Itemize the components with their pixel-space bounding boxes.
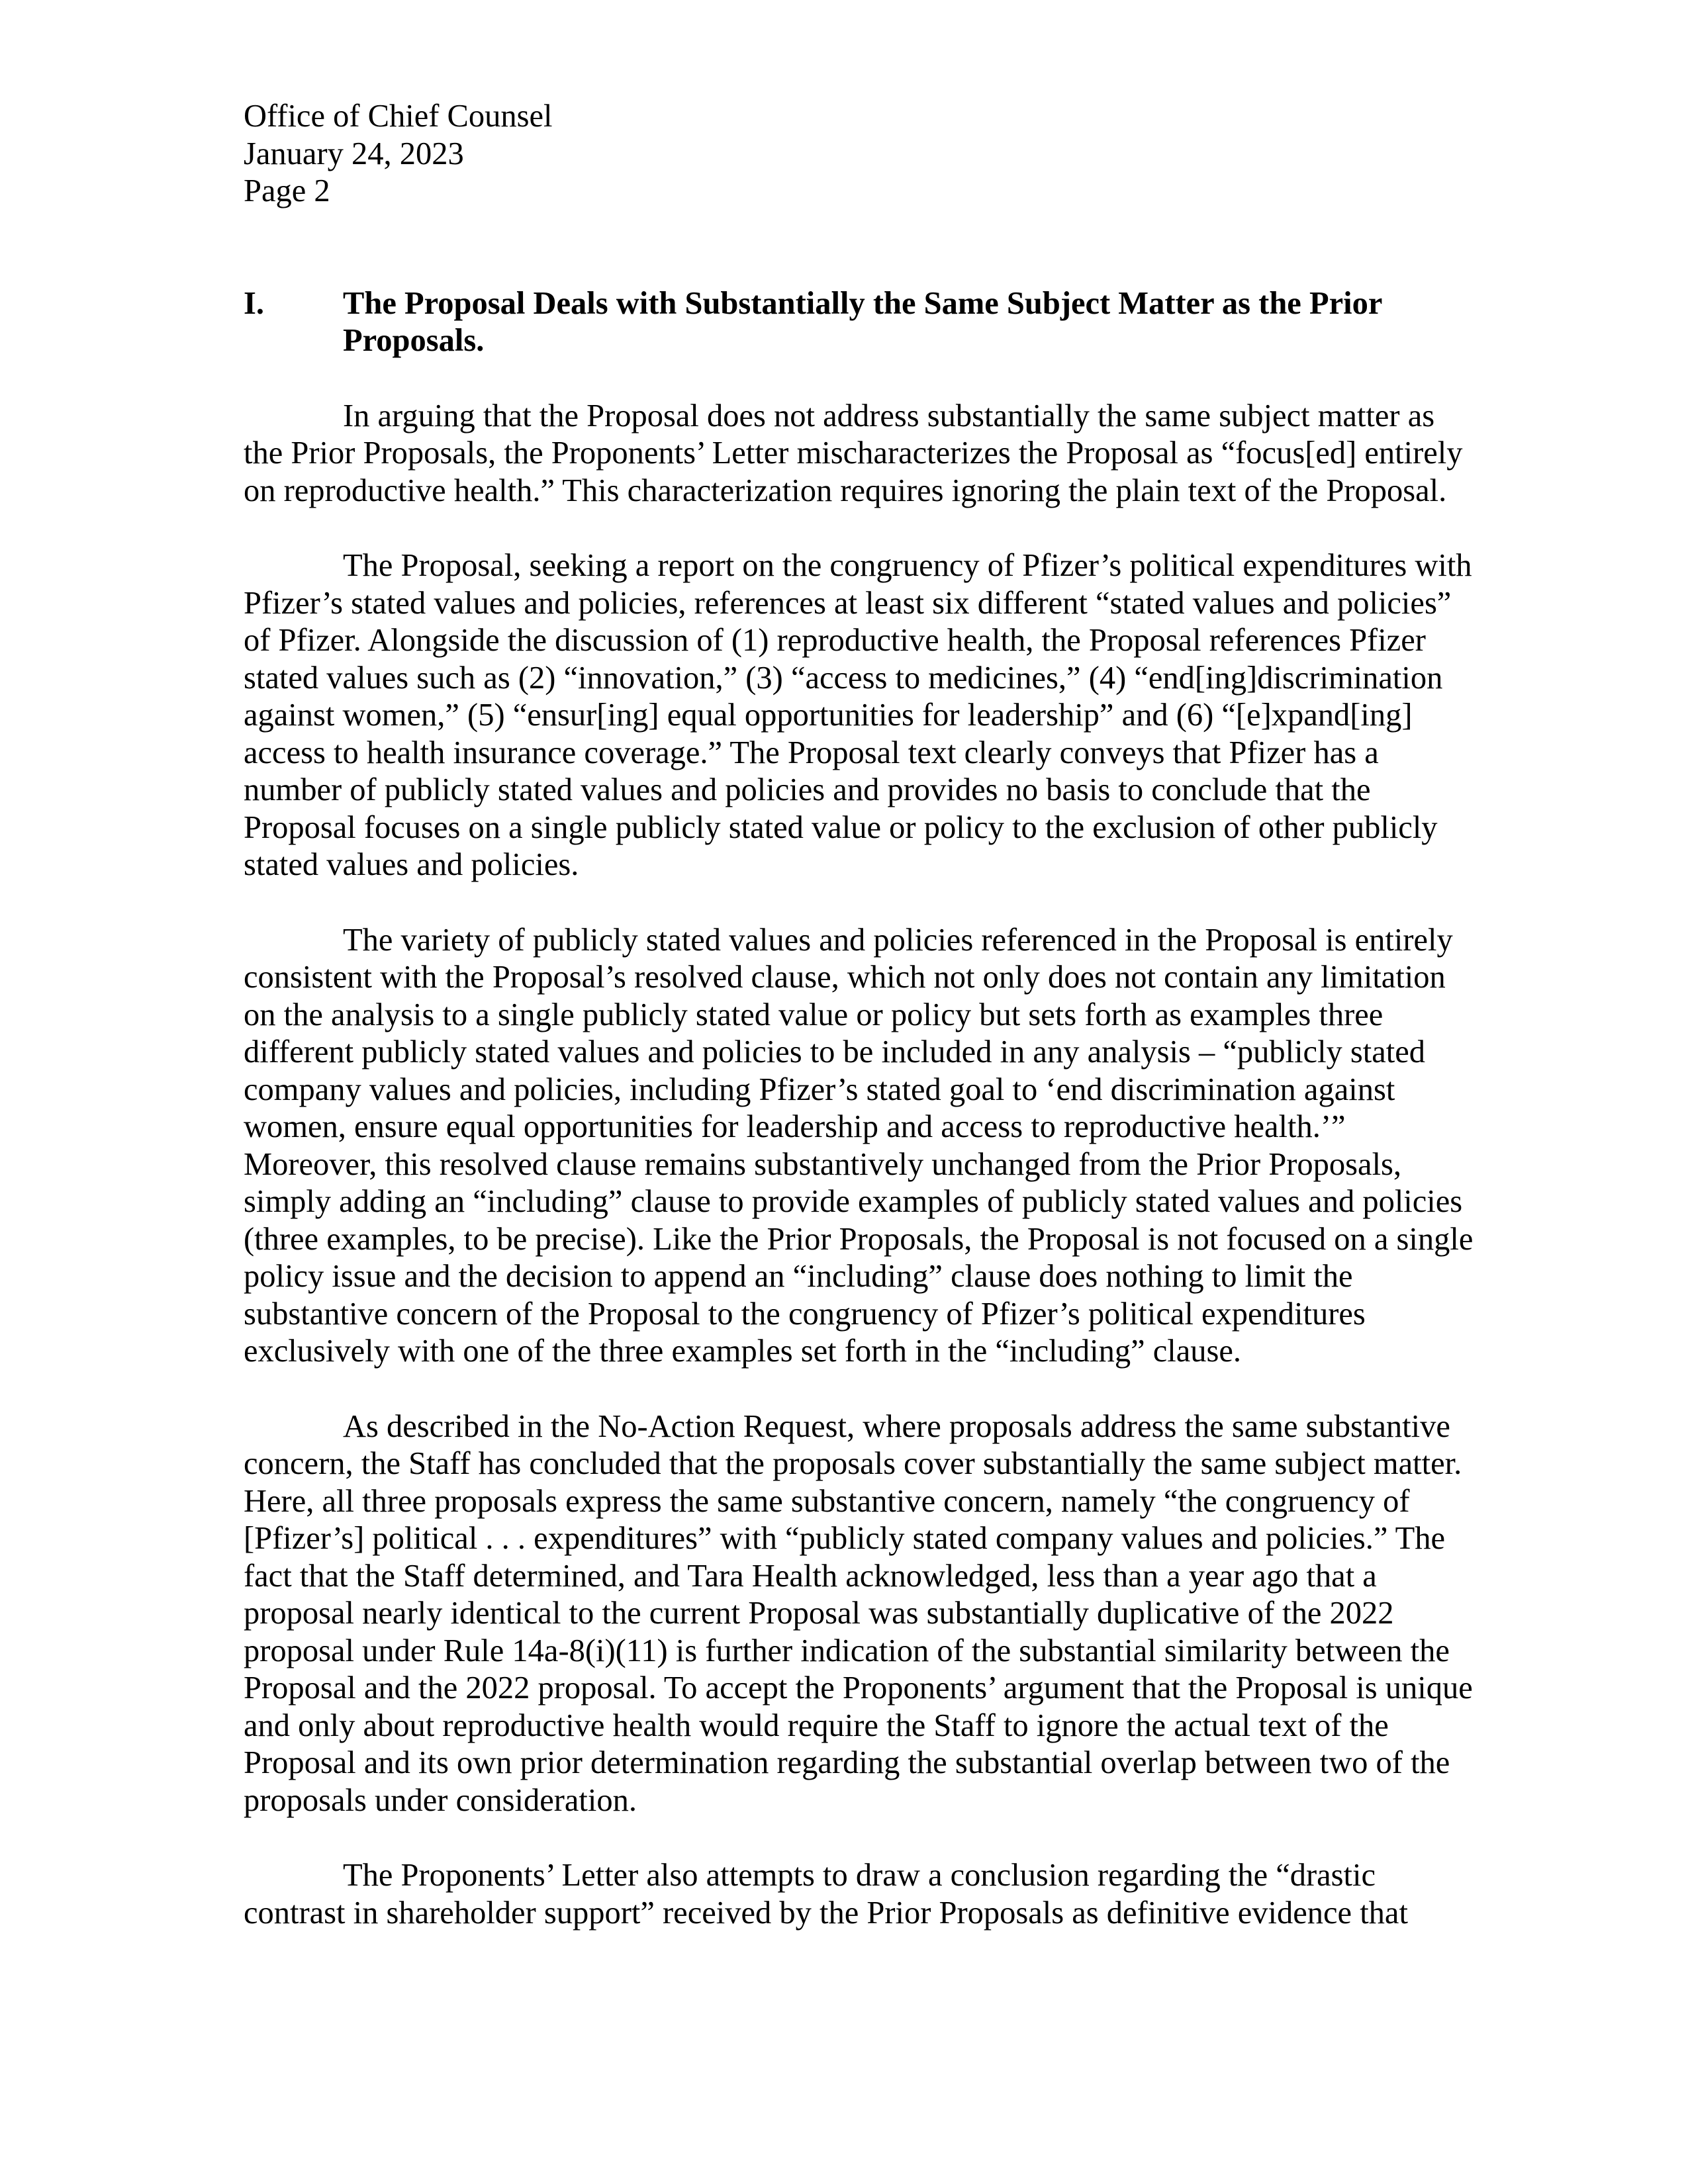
document-page — [244, 98, 1477, 1932]
paragraph-5: The Proponents’ Letter also attempts to draw a conclusion regarding the “drastic contrast in shareholder support” received by the Prior Proposals as definitive evidence that — [244, 1858, 1408, 1931]
section-title: The Proposal Deals with Substantially the Same Subject Matter as the Prior Proposals. — [343, 285, 1382, 358]
paragraph-2: The Proposal, seeking a report on the congruency of Pfizer’s political expenditures with Pfizer’s stated values and policies, references at least six different “stated values and policies” of Pfizer. Alongside the discussion of (1) reproductive health, the Proposal references Pfizer stated values such as (2) “innovation,” (3) “access to medicines,” (4) “end[ing]discrimination against women,” (5) “ensur[ing] equal opportunities for leadership” and (6) “[e]xpand[ing] access to health insurance coverage.” The Proposal text clearly conveys that Pfizer has a number of publicly stated values and policies and provides no basis to conclude that the Proposal focuses on a single publicly stated value or policy to the exclusion of other publicly stated values and policies. — [244, 548, 1472, 882]
paragraph-3: The variety of publicly stated values and policies referenced in the Proposal is entirely consistent with the Proposal’s resolved clause, which not only does not contain any limitation on the analysis to a single publicly stated value or policy but sets forth as examples three different publicly stated values and policies to be included in any analysis – “publicly stated company values and policies, including Pfizer’s stated goal to ‘end discrimination against women, ensure equal opportunities for leadership and access to reproductive health.’” Moreover, this resolved clause remains substantively unchanged from the Prior Proposals, simply adding an “including” clause to provide examples of publicly stated values and policies (three examples, to be precise). Like the Prior Proposals, the Proposal is not focused on a single policy issue and the decision to append an “including” clause does nothing to limit the substantive concern of the Proposal to the congruency of Pfizer’s political expenditures exclusively with one of the three examples set forth in the “including” clause. — [244, 922, 1474, 1369]
paragraph-4: As described in the No-Action Request, where proposals address the same substantive concern, the Staff has concluded that the proposals cover substantially the same subject matter. Here, all three proposals express the same substantive concern, namely “the congruency of [Pfizer’s] political . . . expenditures” with “publicly stated company values and policies.” The fact that the Staff determined, and Tara Health acknowledged, less than a year ago that a proposal nearly identical to the current Proposal was substantially duplicative of the 2022 proposal under Rule 14a-8(i)(11) is further indication of the substantial similarity between the Proposal and the 2022 proposal. To accept the Proponents’ argument that the Proposal is unique and only about reproductive health would require the Staff to ignore the actual text of the Proposal and its own prior determination regarding the substantial overlap between two of the proposals under consideration. — [244, 1408, 1473, 1818]
date-line: January 24, 2023 — [244, 136, 464, 171]
page-number-line: Page 2 — [244, 173, 330, 208]
recipient-line: Office of Chief Counsel — [244, 99, 553, 134]
section-number: I. — [244, 285, 264, 321]
letter-header — [244, 98, 1477, 210]
section-heading — [244, 285, 1477, 360]
paragraph-1: In arguing that the Proposal does not address substantially the same subject matter as the Prior Proposals, the Proponents’ Letter mischaracterizes the Proposal as “focus[ed] entirely on reproductive health.” This characterization requires ignoring the plain text of the Proposal. — [244, 398, 1463, 508]
